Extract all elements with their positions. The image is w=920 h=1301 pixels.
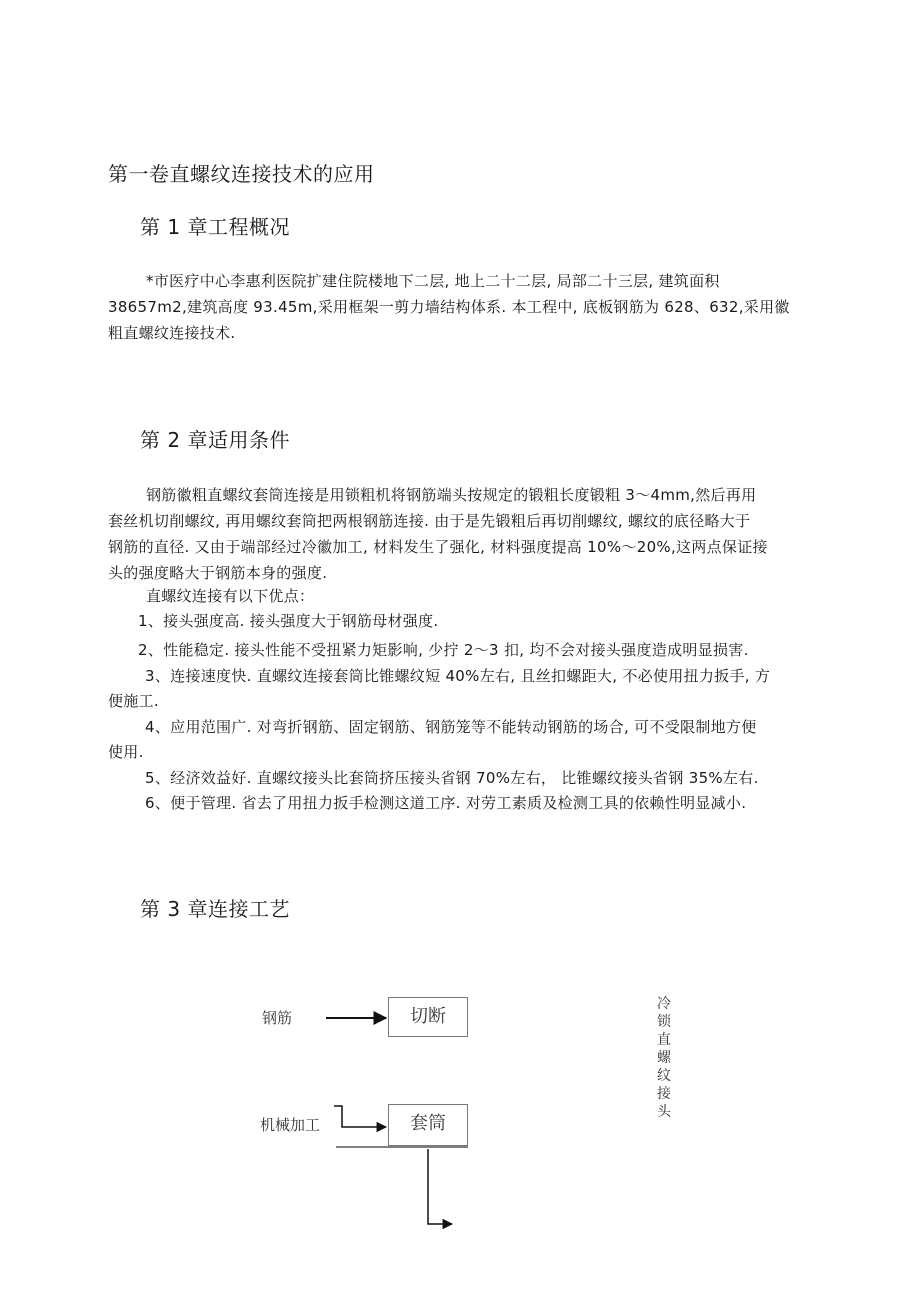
cold-upset-thread-joint-label: 冷锁直螺纹接头: [657, 996, 671, 1120]
ch1-line-1: *市医疗中心李惠利医院扩建住院楼地下二层, 地上二十二层, 局部二十三层, 建筑面积: [146, 272, 720, 290]
list-item-continuation: 使用.: [108, 743, 144, 761]
arrow-down-out: [428, 1149, 452, 1224]
input-rebar-label: 钢筋: [262, 1009, 293, 1027]
ch2-para-line-3: 钢筋的直径. 又由于端部经过冷徽加工, 材料发生了强化, 材料强度提高 10%～20%,这两点保证接: [108, 538, 768, 556]
chapter-3-heading: 第 3 章连接工艺: [140, 897, 290, 921]
arrow-to-sleeve: [334, 1106, 386, 1127]
sleeve-box: 套筒: [388, 1104, 468, 1146]
ch2-para-line-4: 头的强度略大于钢筋本身的强度.: [108, 564, 328, 582]
chapter-1-heading: 第 1 章工程概况: [140, 215, 290, 239]
list-item: 3、连接速度快. 直螺纹连接套筒比锥螺纹短 40%左右, 且丝扣螺距大, 不必使用扭力扳手, 方: [145, 667, 771, 685]
list-item: 5、经济效益好. 直螺纹接头比套筒挤压接头省钢 70%左右， 比锥螺纹接头省钢 35%左右.: [145, 769, 759, 787]
ch2-para-line-1: 钢筋徽粗直螺纹套筒连接是用锁粗机将钢筋端头按规定的锻粗长度锻粗 3～4mm,然后再用: [146, 486, 757, 504]
ch1-line-2: 38657m2,建筑高度 93.45m,采用框架一剪力墙结构体系. 本工程中, 底板钢筋为 628、632,采用徽: [108, 298, 790, 316]
machining-label: 机械加工: [260, 1116, 321, 1134]
cut-box: 切断: [388, 997, 468, 1037]
list-item-continuation: 便施工.: [108, 692, 159, 710]
list-item: 1、接头强度高. 接头强度大于钢筋母材强度.: [138, 612, 439, 630]
chapter-2-heading: 第 2 章适用条件: [140, 428, 290, 452]
ch1-line-3: 粗直螺纹连接技术.: [108, 324, 236, 342]
ch2-para-line-2: 套丝机切削螺纹, 再用螺纹套筒把两根钢筋连接. 由于是先锻粗后再切削螺纹, 螺纹的底径略大于: [108, 512, 751, 530]
document-title: 第一卷直螺纹连接技术的应用: [108, 162, 375, 186]
list-item: 4、应用范围广. 对弯折钢筋、固定钢筋、钢筋笼等不能转动钢筋的场合, 可不受限制地方便: [145, 718, 757, 736]
advantages-intro: 直螺纹连接有以下优点：: [146, 587, 315, 605]
list-item: 2、性能稳定. 接头性能不受扭紧力矩影响, 少拧 2～3 扣, 均不会对接头强度造成明显损害.: [138, 641, 749, 659]
list-item: 6、便于管理. 省去了用扭力扳手检测这道工序. 对劳工素质及检测工具的依赖性明显减小.: [145, 794, 747, 812]
